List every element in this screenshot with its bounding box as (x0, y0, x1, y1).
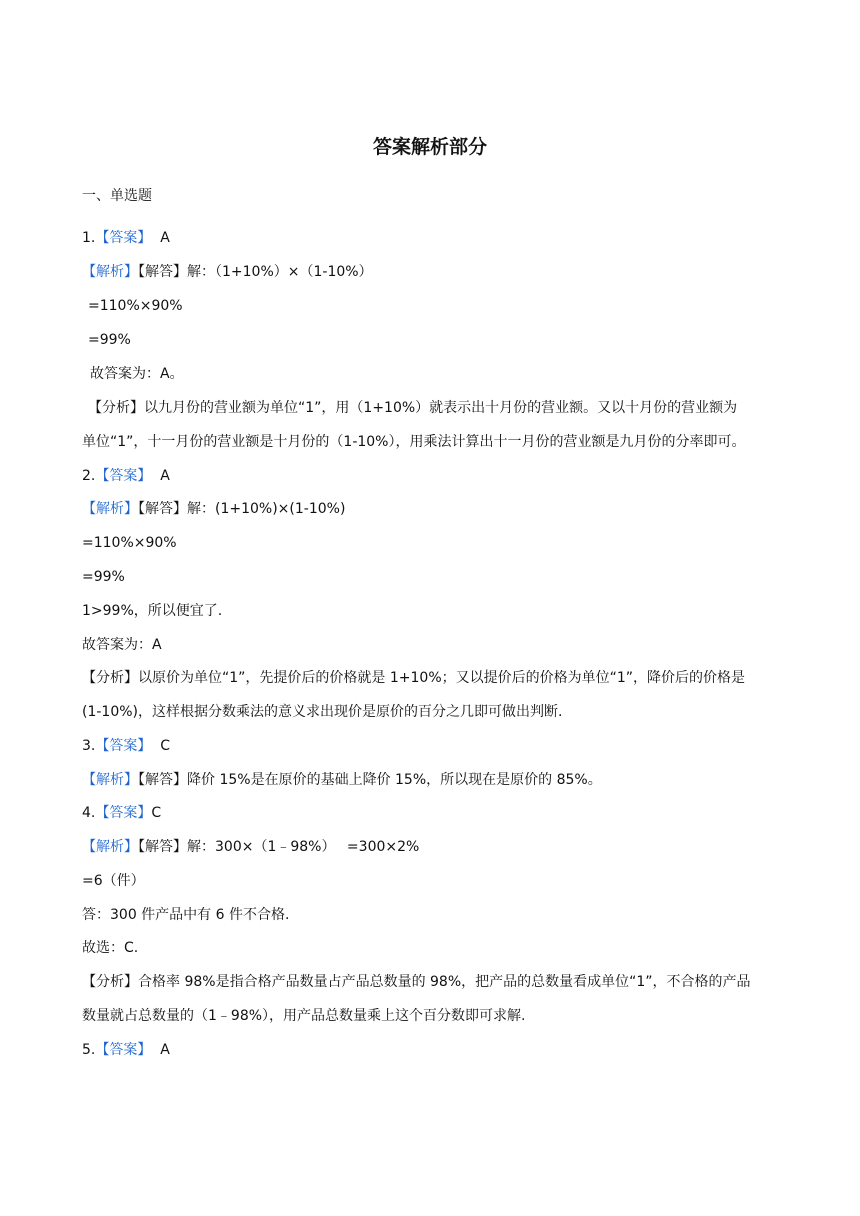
q2-step1: =110%×90% (82, 535, 177, 551)
q1-step1 (82, 294, 790, 318)
page-title: 答案解析部分 (372, 136, 487, 158)
q1-solve-label: 【解答】 (138, 264, 187, 280)
q5-answer-label: 【答案】 (95, 1042, 152, 1058)
q3-solve-text: 降价 15%是在原价的基础上降价 15%，所以现在是原价的 85%。 (187, 772, 602, 788)
q3-explain-label: 【解析】 (82, 772, 138, 788)
q1-conclusion (82, 362, 790, 386)
q1-step1-text: =110%×90% (88, 298, 183, 314)
q1-answer-value: A (160, 230, 170, 246)
q2-explain-label: 【解析】 (82, 501, 138, 517)
q4-analysis-line2: 数量就占总数量的（1﹣98%），用产品总数量乘上这个百分数即可求解. (82, 1008, 526, 1024)
q2-solve-label: 【解答】 (138, 501, 187, 517)
q1-conclusion-text: 故答案为：A。 (90, 366, 184, 382)
q2-solve-text: 解：(1+10%)×(1-10%) (187, 501, 346, 517)
q1-analysis-line2: 单位“1”，十一月份的营业额是十月份的（1-10%），用乘法计算出十一月份的营业额是九月份的分率即可。 (82, 434, 746, 450)
q1-solve-text: 解：（1+10%）×（1-10%） (187, 264, 373, 280)
q4-answer-label: 【答案】 (95, 805, 152, 821)
q1-step2-text: =99% (88, 332, 131, 348)
q1-answer-label: 【答案】 (95, 230, 152, 246)
q4-solve-label: 【解答】 (138, 839, 187, 855)
q2-analysis-text1: 以原价为单位“1”，先提价后的价格就是 1+10%；又以提价后的价格为单位“1”，降价后的价格是 (138, 670, 746, 686)
q1-answer-line (82, 226, 790, 250)
q4-solve-text: 解：300×（1﹣98%） =300×2% (187, 839, 420, 855)
q1-explain-label: 【解析】 (82, 264, 138, 280)
q4-answer-line (82, 801, 790, 825)
q5-answer-line (82, 1038, 790, 1062)
q5-answer-value: A (160, 1042, 170, 1058)
q2-analysis-label: 【分析】 (82, 670, 138, 686)
q1-step2 (82, 328, 790, 352)
q4-conclusion: 故选：C. (82, 940, 139, 956)
q1-solve-line (82, 260, 790, 284)
q2-analysis-line2: (1-10%)，这样根据分数乘法的意义求出现价是原价的百分之几即可做出判断. (82, 704, 563, 720)
q3-answer-line (82, 734, 790, 758)
q4-analysis-text1: 合格率 98%是指合格产品数量占产品总数量的 98%，把产品的总数量看成单位“1”，不合格的产品 (138, 974, 751, 990)
q4-explain-label: 【解析】 (82, 839, 138, 855)
q2-answer-label: 【答案】 (95, 468, 152, 484)
q1-analysis-text1: 以九月份的营业额为单位“1”，用（1+10%）就表示出十月份的营业额。又以十月份的营业额为 (144, 400, 738, 416)
q4-analysis-line1 (82, 970, 790, 994)
q4-step2: 答：300 件产品中有 6 件不合格. (82, 907, 290, 923)
q2-answer-value: A (160, 468, 170, 484)
q4-step1: =6（件） (82, 873, 145, 889)
q3-number: 3. (82, 738, 96, 754)
q4-analysis-label: 【分析】 (82, 974, 138, 990)
q2-step3: 1>99%，所以便宜了. (82, 603, 223, 619)
q4-solve-line (82, 835, 790, 859)
q2-step2: =99% (82, 569, 125, 585)
q3-solve-label: 【解答】 (138, 772, 187, 788)
q1-analysis-label: 【分析】 (88, 400, 144, 416)
section-heading: 一、单选题 (82, 188, 152, 204)
q3-answer-value: C (160, 738, 171, 754)
q2-analysis-line1 (82, 666, 790, 690)
q2-number: 2. (82, 468, 96, 484)
q2-solve-line (82, 497, 790, 521)
q2-conclusion: 故答案为：A (82, 637, 162, 653)
q1-analysis-line1 (82, 396, 790, 420)
q3-answer-label: 【答案】 (95, 738, 152, 754)
q5-number: 5. (82, 1042, 96, 1058)
q4-number: 4. (82, 805, 96, 821)
q3-solve-line (82, 768, 790, 792)
q2-answer-line (82, 464, 790, 488)
q1-number: 1. (82, 230, 96, 246)
q4-answer-value: C (151, 805, 162, 821)
